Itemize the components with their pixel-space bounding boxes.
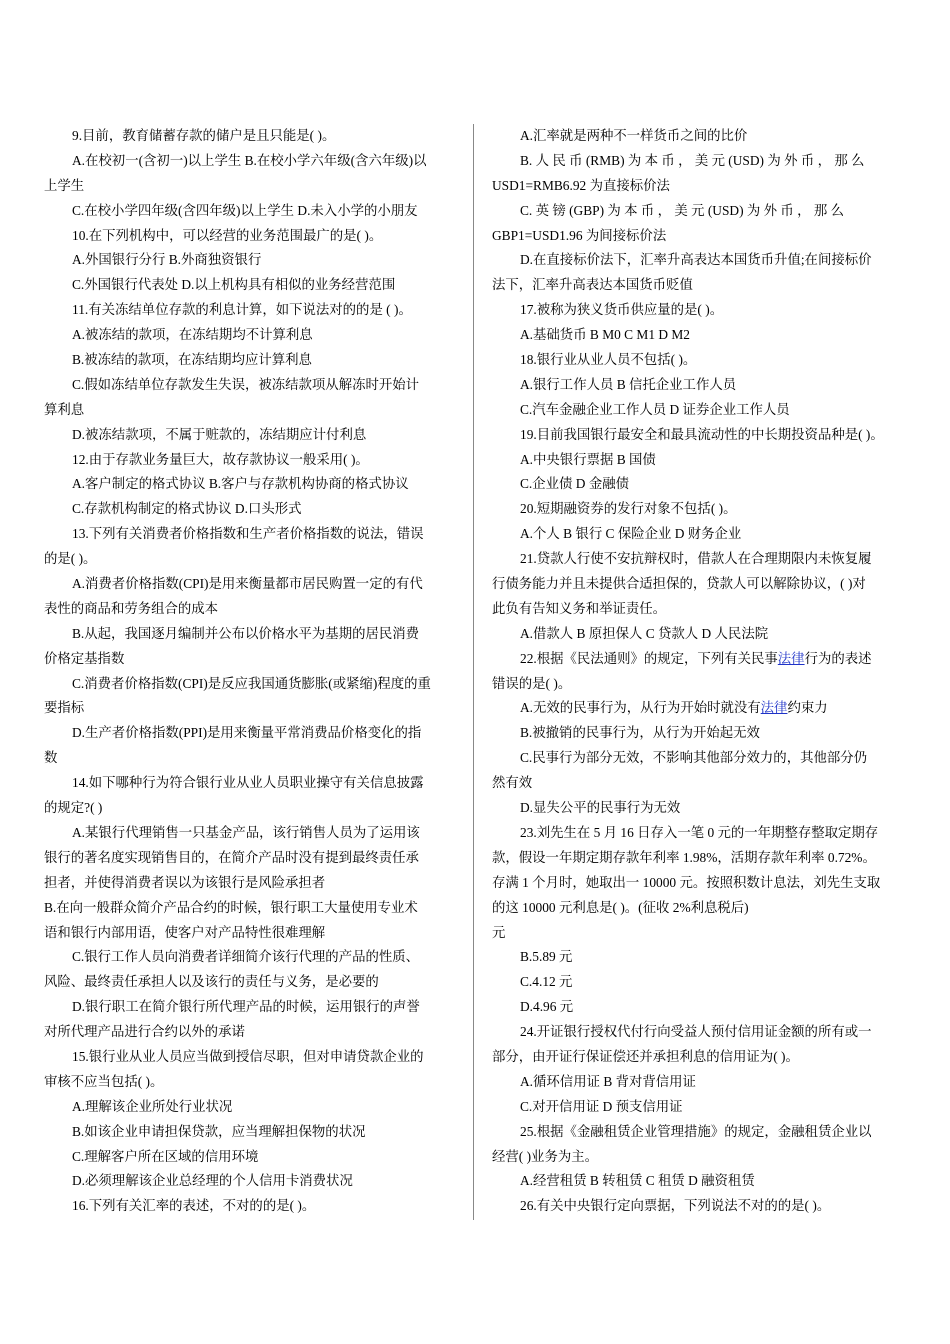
line-text: GBP1=USD1.96 为间接标价法 (492, 227, 667, 243)
line-text: A.在校初一(含初一)以上学生 B.在校小学六年级(含六年级)以 (72, 152, 427, 168)
text-line (492, 149, 912, 174)
line-text: 数 (44, 750, 58, 766)
text-line (44, 1045, 464, 1070)
law-link[interactable]: 法律 (777, 650, 805, 666)
text-line (44, 497, 464, 522)
line-text: 11.有关冻结单位存款的利息计算，如下说法对的的是 ( )。 (72, 302, 412, 318)
text-line (44, 1120, 464, 1145)
text-line (44, 970, 464, 995)
text-line (492, 871, 912, 896)
text-line (492, 373, 912, 398)
line-text: A.银行工作人员 B 信托企业工作人员 (520, 376, 737, 392)
right-column (492, 124, 912, 1219)
line-text: B.如该企业申请担保贷款，应当理解担保物的状况 (72, 1123, 366, 1139)
line-text: 18.银行业从业人员不包括( )。 (520, 352, 697, 368)
text-line (492, 497, 912, 522)
text-line (492, 921, 912, 946)
text-line (44, 572, 464, 597)
left-column (44, 124, 464, 1219)
text-line (492, 323, 912, 348)
text-line (492, 224, 912, 249)
line-text: 9.目前，教育储蓄存款的储户是且只能是( )。 (72, 128, 336, 143)
line-text: 20.短期融资券的发行对象不包括( )。 (520, 501, 737, 517)
line-text: A.循环信用证 B 背对背信用证 (520, 1073, 696, 1089)
line-text: 26.有关中央银行定向票据，下列说法不对的的是( )。 (520, 1198, 831, 1214)
text-line (44, 124, 464, 149)
line-text: 的是( )。 (44, 551, 97, 567)
text-line (492, 1070, 912, 1095)
line-text: B.在向一般群众简介产品合约的时候，银行职工大量使用专业术 (44, 899, 418, 915)
text-line (492, 298, 912, 323)
line-text: 语和银行内部用语，使客户对产品特性很难理解 (44, 924, 326, 940)
text-line (492, 273, 912, 298)
text-line (492, 174, 912, 199)
text-line (492, 1194, 912, 1219)
text-line (44, 1020, 464, 1045)
text-line (492, 622, 912, 647)
text-line (492, 846, 912, 871)
text-line (44, 871, 464, 896)
line-text: 15.银行业从业人员应当做到授信尽职，但对申请贷款企业的 (72, 1048, 424, 1064)
text-line (492, 572, 912, 597)
line-text: 错误的是( )。 (492, 675, 572, 691)
text-line (44, 1070, 464, 1095)
line-text: 25.根据《金融租赁企业管理措施》的规定，金融租赁企业以 (520, 1123, 872, 1139)
line-text: C. 英 镑 (GBP) 为 本 币 ， 美 元 (USD) 为 外 币 ， 那 么 (520, 202, 844, 218)
line-text-after: 约束力 (787, 700, 828, 716)
text-line (492, 597, 912, 622)
line-text: D.4.96 元 (520, 999, 574, 1015)
text-line (492, 1020, 912, 1045)
line-text: 行债务能力并且未提供合适担保的，贷款人可以解除协议，( )对 (492, 576, 866, 592)
text-line (44, 448, 464, 473)
line-text: C.4.12 元 (520, 974, 573, 990)
line-text: 款，假设一年期定期存款年利率 1.98%，活期存款年利率 0.72%。 (492, 849, 876, 865)
line-text: 风险、最终责任承担人以及该行的责任与义务，是必要的 (44, 974, 379, 990)
text-line (492, 970, 912, 995)
text-line (492, 547, 912, 572)
text-line (44, 323, 464, 348)
line-text: B.5.89 元 (520, 949, 573, 965)
line-text: A.消费者价格指数(CPI)是用来衡量都市居民购置一定的有代 (72, 576, 423, 592)
line-text: D.必须理解该企业总经理的个人信用卡消费状况 (72, 1173, 353, 1189)
text-line (44, 995, 464, 1020)
text-line (44, 796, 464, 821)
text-line (492, 696, 912, 721)
line-text: B.被冻结的款项，在冻结期均应计算利息 (72, 352, 312, 368)
line-text: 16.下列有关汇率的表述，不对的的是( )。 (72, 1198, 316, 1214)
text-line (44, 746, 464, 771)
line-text: A.汇率就是两种不一样货币之间的比价 (520, 128, 748, 143)
line-text: C.存款机构制定的格式协议 D.口头形式 (72, 501, 302, 517)
line-text: D.银行职工在简介银行所代理产品的时候，运用银行的声誉 (72, 999, 420, 1015)
line-text: D.在直接标价法下，汇率升高表达本国货币升值;在间接标价 (520, 252, 872, 268)
text-line (44, 721, 464, 746)
line-text: C.在校小学四年级(含四年级)以上学生 D.未入小学的小朋友 (72, 202, 418, 218)
line-text: A.某银行代理销售一只基金产品，该行销售人员为了运用该 (72, 824, 420, 840)
line-text: C.企业债 D 金融债 (520, 476, 629, 492)
line-text: A.客户制定的格式协议 B.客户与存款机构协商的格式协议 (72, 476, 409, 492)
text-line (44, 273, 464, 298)
line-text: A.个人 B 银行 C 保险企业 D 财务企业 (520, 526, 742, 542)
line-text: A.外国银行分行 B.外商独资银行 (72, 252, 262, 268)
text-line (44, 597, 464, 622)
line-text: C.银行工作人员向消费者详细简介该行代理的产品的性质、 (72, 949, 420, 965)
text-line (44, 945, 464, 970)
line-text: C.民事行为部分无效，不影响其他部分效力的，其他部分仍 (520, 750, 868, 766)
text-line (492, 1169, 912, 1194)
text-line (44, 1145, 464, 1170)
line-text: A.无效的民事行为，从行为开始时就没有 (520, 700, 761, 716)
line-text: A.理解该企业所处行业状况 (72, 1098, 233, 1114)
line-text: 经营( )业务为主。 (492, 1148, 598, 1164)
text-line (492, 647, 912, 672)
text-line (44, 423, 464, 448)
text-line (44, 199, 464, 224)
line-text: D.显失公平的民事行为无效 (520, 800, 681, 816)
text-line (492, 348, 912, 373)
line-text: 担者，并使得消费者误以为该银行是风险承担者 (44, 874, 326, 890)
line-text: 审核不应当包括( )。 (44, 1073, 164, 1089)
text-line (44, 696, 464, 721)
text-line (44, 298, 464, 323)
line-text: 的规定?( ) (44, 800, 103, 816)
line-text: 上学生 (44, 177, 85, 193)
line-text: C.假如冻结单位存款发生失误，被冻结款项从解冻时开始计 (72, 376, 420, 392)
text-line (44, 771, 464, 796)
text-line (492, 821, 912, 846)
line-text: 17.被称为狭义货币供应量的是( )。 (520, 302, 724, 318)
line-text: 要指标 (44, 700, 85, 716)
line-text: A.借款人 B 原担保人 C 贷款人 D 人民法院 (520, 625, 769, 641)
text-line (44, 647, 464, 672)
text-line (492, 995, 912, 1020)
text-line (492, 771, 912, 796)
text-line (492, 124, 912, 149)
line-text: 10.在下列机构中，可以经营的业务范围最广的是( )。 (72, 227, 383, 243)
line-text: 银行的著名度实现销售目的，在简介产品时没有提到最终责任承 (44, 849, 419, 865)
text-line (492, 721, 912, 746)
line-text: 价格定基指数 (44, 650, 125, 666)
law-link[interactable]: 法律 (760, 700, 788, 716)
text-line (492, 522, 912, 547)
line-text: 算利息 (44, 401, 85, 417)
line-text: 存满 1 个月时，她取出一 10000 元。按照积数计息法，刘先生支取 (492, 874, 881, 890)
line-text: A.基础货币 B M0 C M1 D M2 (520, 327, 691, 343)
text-line (44, 1194, 464, 1219)
line-text: 的这 10000 元利息是( )。(征收 2%利息税后) (492, 899, 749, 915)
column-divider (473, 124, 474, 1220)
line-text: 然有效 (492, 775, 533, 791)
text-line (492, 1120, 912, 1145)
text-line (492, 1045, 912, 1070)
text-line (44, 472, 464, 497)
text-line (492, 796, 912, 821)
text-line (492, 945, 912, 970)
text-line (492, 248, 912, 273)
line-text-after: 行为的表述 (804, 650, 872, 666)
text-line (44, 672, 464, 697)
line-text: D.被冻结款项，不属于赃款的，冻结期应计付利息 (72, 426, 367, 442)
text-line (44, 149, 464, 174)
line-text: C.汽车金融企业工作人员 D 证券企业工作人员 (520, 401, 790, 417)
line-text: 14.如下哪种行为符合银行业从业人员职业操守有关信息披露 (72, 775, 424, 791)
text-line (492, 896, 912, 921)
line-text: 22.根据《民法通则》的规定，下列有关民事 (520, 650, 778, 666)
text-line (44, 547, 464, 572)
text-line (44, 248, 464, 273)
text-line (492, 672, 912, 697)
text-line (44, 398, 464, 423)
text-line (492, 746, 912, 771)
text-line (492, 1145, 912, 1170)
line-text: B.从起，我国逐月编制并公布以价格水平为基期的居民消费 (72, 625, 420, 641)
line-text: C.消费者价格指数(CPI)是反应我国通货膨胀(或紧缩)程度的重 (72, 675, 431, 691)
line-text: A.被冻结的款项，在冻结期均不计算利息 (72, 327, 313, 343)
text-line (44, 1169, 464, 1194)
line-text: 对所代理产品进行合约以外的承诺 (44, 1024, 245, 1040)
text-line (44, 921, 464, 946)
text-line (492, 448, 912, 473)
text-line (44, 1095, 464, 1120)
line-text: B. 人 民 币 (RMB) 为 本 币 ， 美 元 (USD) 为 外 币 ， 那 么 (520, 152, 865, 168)
line-text: 13.下列有关消费者价格指数和生产者价格指数的说法，错误 (72, 526, 424, 542)
text-line (492, 472, 912, 497)
line-text: 24.开证银行授权代付行向受益人预付信用证金额的所有或一 (520, 1024, 872, 1040)
text-line (44, 522, 464, 547)
line-text: C.对开信用证 D 预支信用证 (520, 1098, 683, 1114)
text-line (492, 398, 912, 423)
line-text: D.生产者价格指数(PPI)是用来衡量平常消费品价格变化的指 (72, 725, 422, 741)
text-line (44, 896, 464, 921)
text-line (44, 622, 464, 647)
line-text: C.外国银行代表处 D.以上机构具有相似的业务经营范围 (72, 277, 396, 293)
line-text: 23.刘先生在 5 月 16 日存入一笔 0 元的一年期整存整取定期存 (520, 824, 879, 840)
line-text: 此负有告知义务和举证责任。 (492, 600, 667, 616)
line-text: 表性的商品和劳务组合的成本 (44, 600, 219, 616)
line-text: A.经营租赁 B 转租赁 C 租赁 D 融资租赁 (520, 1173, 755, 1189)
line-text: C.理解客户所在区域的信用环境 (72, 1148, 259, 1164)
text-line (44, 348, 464, 373)
text-line (492, 423, 912, 448)
line-text: 部分，由开证行保证偿还并承担利息的信用证为( )。 (492, 1048, 799, 1064)
line-text: 元 (492, 924, 506, 940)
line-text: 法下，汇率升高表达本国货币贬值 (492, 277, 693, 293)
line-text: 19.目前我国银行最安全和最具流动性的中长期投资品种是( )。 (520, 426, 884, 442)
line-text: 12.由于存款业务量巨大，故存款协议一般采用( )。 (72, 451, 369, 467)
text-line (44, 373, 464, 398)
text-line (44, 846, 464, 871)
line-text: B.被撤销的民事行为，从行为开始起无效 (520, 725, 760, 741)
line-text: 21.贷款人行使不安抗辩权时，借款人在合理期限内未恢复履 (520, 551, 872, 567)
line-text: A.中央银行票据 B 国债 (520, 451, 656, 467)
line-text: USD1=RMB6.92 为直接标价法 (492, 177, 670, 193)
text-line (44, 174, 464, 199)
text-line (44, 821, 464, 846)
text-line (44, 224, 464, 249)
text-line (492, 1095, 912, 1120)
text-line (492, 199, 912, 224)
